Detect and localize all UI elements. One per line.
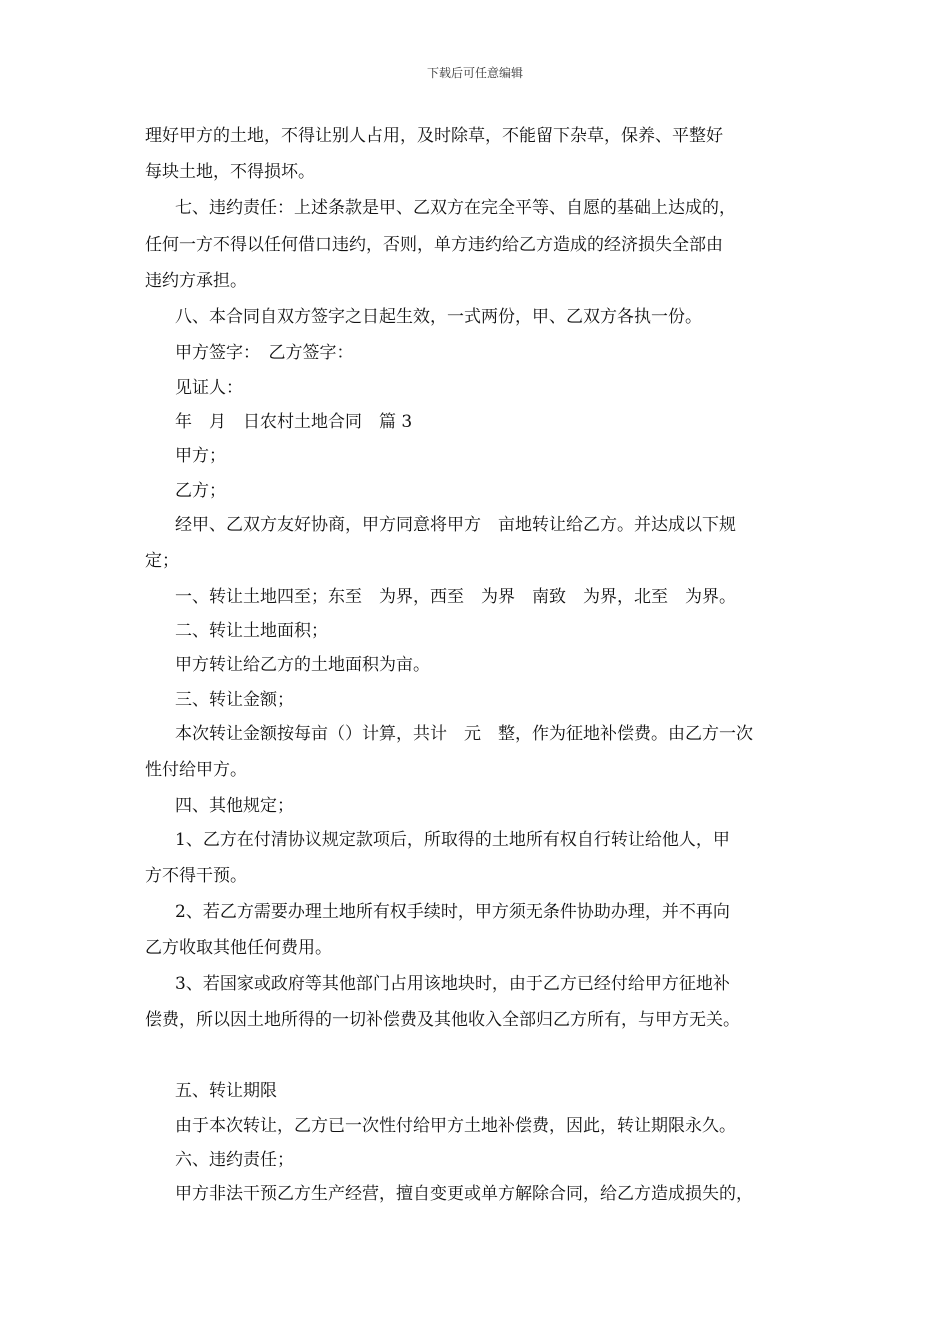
text-line: 二、转让土地面积； <box>175 621 328 641</box>
text-line: 违约方承担。 <box>145 271 247 291</box>
text-line: 乙方； <box>175 481 226 501</box>
text-line: 一、转让土地四至；东至 为界，西至 为界 南致 为界，北至 为界。 <box>175 587 736 607</box>
text-line: 甲方非法干预乙方生产经营，擅自变更或单方解除合同，给乙方造成损失的， <box>175 1184 753 1204</box>
text-line: 甲方签字： 乙方签字： <box>175 343 354 363</box>
text-line: 甲方； <box>175 446 226 466</box>
text-line: 方不得干预。 <box>145 866 247 886</box>
text-line: 乙方收取其他任何费用。 <box>145 938 332 958</box>
text-line: 六、违约责任； <box>175 1150 294 1170</box>
text-line: 八、本合同自双方签字之日起生效，一式两份，甲、乙双方各执一份。 <box>175 307 702 327</box>
text-line: 性付给甲方。 <box>145 760 247 780</box>
text-line: 1、乙方在付清协议规定款项后，所取得的土地所有权自行转让给他人，甲 <box>175 830 730 850</box>
text-line: 偿费，所以因土地所得的一切补偿费及其他收入全部归乙方所有，与甲方无关。 <box>145 1010 740 1030</box>
page-header: 下载后可任意编辑 <box>426 66 523 80</box>
text-line: 年 月 日农村土地合同 篇 3 <box>175 412 413 432</box>
text-line: 经甲、乙双方友好协商，甲方同意将甲方 亩地转让给乙方。并达成以下规 <box>175 515 736 535</box>
text-line: 四、其他规定； <box>175 796 294 816</box>
text-line: 见证人： <box>175 378 243 398</box>
text-line: 五、转让期限 <box>175 1081 277 1101</box>
text-line: 定； <box>145 551 179 571</box>
text-line: 每块土地，不得损坏。 <box>145 162 315 182</box>
text-line: 甲方转让给乙方的土地面积为亩。 <box>175 655 430 675</box>
text-line: 由于本次转让，乙方已一次性付给甲方土地补偿费，因此，转让期限永久。 <box>175 1116 736 1136</box>
text-line: 任何一方不得以任何借口违约，否则，单方违约给乙方造成的经济损失全部由 <box>145 235 723 255</box>
text-line: 三、转让金额； <box>175 690 294 710</box>
text-line: 2、若乙方需要办理土地所有权手续时，甲方须无条件协助办理，并不再向 <box>175 902 730 922</box>
text-line: 七、违约责任：上述条款是甲、乙双方在完全平等、自愿的基础上达成的， <box>175 198 736 218</box>
text-line: 本次转让金额按每亩（）计算，共计 元 整，作为征地补偿费。由乙方一次 <box>175 724 753 744</box>
text-line: 3、若国家或政府等其他部门占用该地块时，由于乙方已经付给甲方征地补 <box>175 974 730 994</box>
text-line: 理好甲方的土地，不得让别人占用，及时除草，不能留下杂草，保养、平整好 <box>145 126 723 146</box>
